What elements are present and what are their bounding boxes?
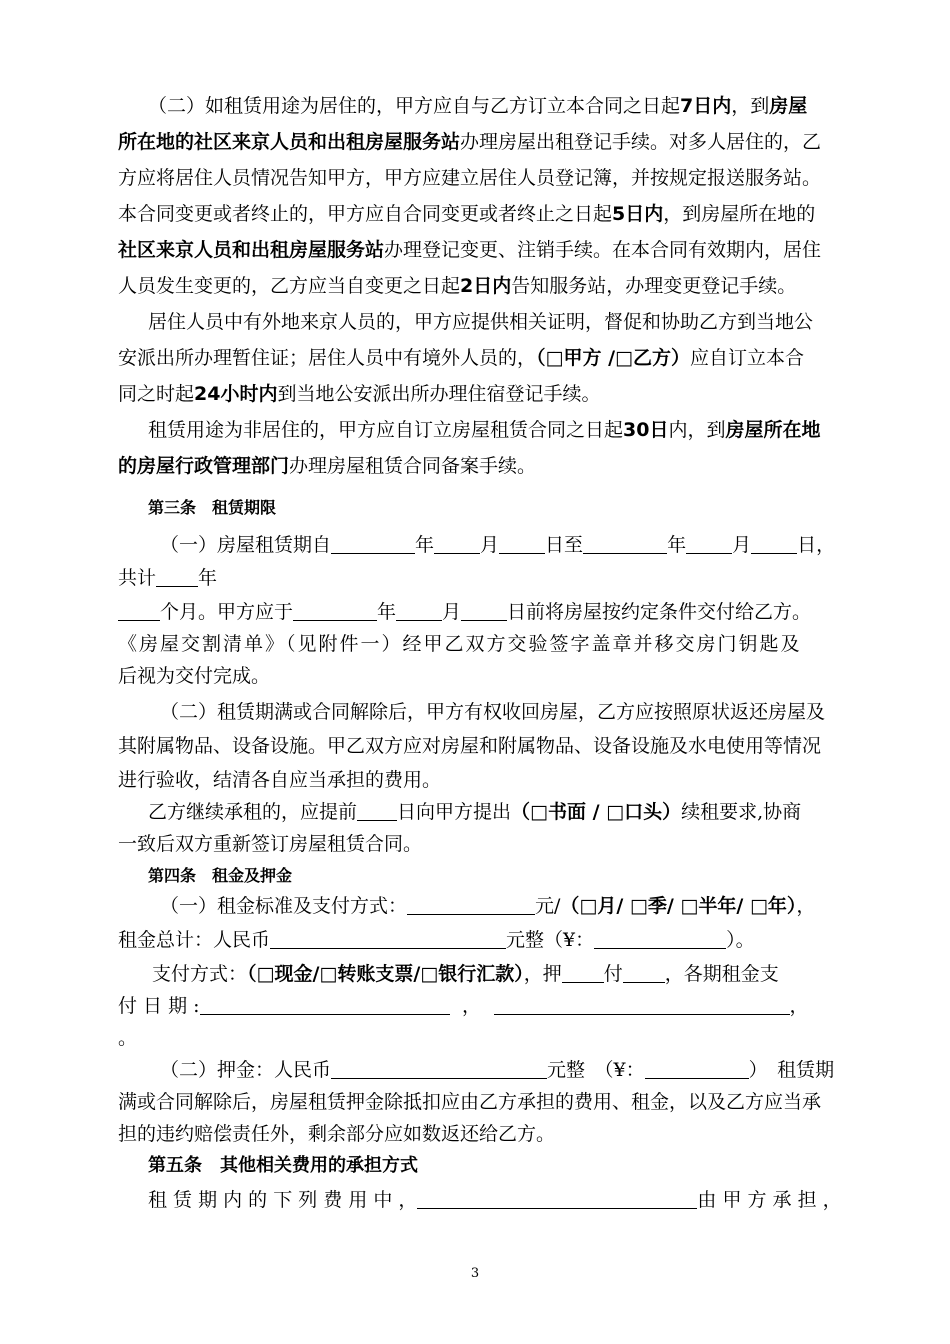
text: 应自订立本合 [689,347,804,369]
lease-term-line-7 [118,732,832,760]
emphasis: 2日内 [460,275,512,297]
para-residential-registration-line-3 [118,164,832,192]
deposit-line-3 [118,1120,832,1148]
text: 租金总计：人民币 [118,929,271,951]
text: ， [789,995,809,1017]
party-checkbox-choice: （□甲方 /□乙方） [536,347,690,369]
text: 元/ [535,895,561,917]
text: 人员发生变更的，乙方应当自变更之日起 [118,275,461,297]
lease-start-month-blank[interactable] [434,533,480,554]
para-non-residential-line-2 [118,452,832,480]
rent-standard-blank[interactable] [407,894,535,915]
para-non-residential-line-1 [148,416,862,444]
emphasis: 所在地的社区来京人员和出租房屋服务站 [118,131,461,153]
text: 日， [797,534,836,556]
deposit-rmb-blank[interactable] [331,1058,547,1079]
text: 到当地公安派出所办理住宿登记手续。 [277,383,601,405]
text: （二）如租赁用途为居住的，甲方应自与乙方订立本合同之日起 [148,95,681,117]
text: 个月。甲方应于 [160,601,294,623]
lease-total-months-blank[interactable] [118,600,160,621]
text: 年 [377,601,397,623]
para-residency-permit-line-3 [118,380,832,408]
payment-date-blank-1[interactable] [200,994,450,1015]
text: 共计 [118,567,157,589]
lease-term-line-10 [118,830,832,858]
para-residential-registration-line-2 [118,128,832,156]
text: 内，到 [668,419,726,441]
deposit-line-1 [160,1056,874,1084]
emphasis: 30日 [623,419,669,441]
deposit-yen-blank[interactable] [645,1058,749,1079]
text: 安派出所办理暂住证；居住人员中有境外人员的， [118,347,537,369]
lease-term-line-6 [160,698,874,726]
text: 。 [118,1027,138,1049]
lease-end-day-blank[interactable] [751,533,797,554]
text: 本合同变更或者终止的，甲方应自合同变更或者终止之日起 [118,203,613,225]
text: 付 [603,963,623,985]
text: 月 [480,534,500,556]
lease-start-year-blank[interactable] [331,533,415,554]
lease-term-line-8 [118,766,832,794]
lease-term-line-9 [148,798,862,826]
text: 居住人员中有外地来京人员的，甲方应提供相关证明，督促和协助乙方到当地公 [148,311,814,333]
emphasis: 5日内 [612,203,664,225]
landlord-fees-blank[interactable] [417,1188,697,1209]
text: 同之时起 [118,383,195,405]
text: 由 甲 方 承 担 ， [697,1189,842,1211]
rent-total-rmb-blank[interactable] [270,928,506,949]
text: 日向甲方提出 [397,801,512,823]
delivery-month-blank[interactable] [396,600,442,621]
para-residency-permit-line-2 [118,344,832,372]
text: ） 租赁期 [748,1059,835,1081]
emphasis: 24小时内 [194,383,278,405]
text: 续租要求,协商 [681,801,802,823]
lease-term-line-5 [118,662,832,690]
para-residential-registration-line-1 [148,92,862,120]
text: 日至 [545,534,584,556]
text: 支付方式： [152,963,248,985]
text: ，押 [523,963,562,985]
text: 其附属物品、设备设施。甲乙双方应对房屋和附属物品、设备设施及水电使用等情况 [118,735,822,757]
text: 进行验收，结清各自应当承担的费用。 [118,769,442,791]
renewal-form-checkbox-choice: （□书面 / □口头） [511,801,682,823]
rent-line-4 [118,992,832,1020]
text: 元整 （¥： [547,1059,645,1081]
text: 方应将居住人员情况告知甲方，甲方应建立居住人员登记簿，并按规定报送服务站。 [118,167,822,189]
text: 满或合同解除后，房屋租赁押金除抵扣应由乙方承担的费用、租金，以及乙方应当承 [118,1091,822,1113]
text: 告知服务站，办理变更登记手续。 [511,275,797,297]
text: ，各期租金支 [664,963,779,985]
emphasis: 房屋所在地 [725,419,821,441]
rent-line-5 [118,1024,832,1052]
lease-start-day-blank[interactable] [499,533,545,554]
text: 元整（¥： [506,929,595,951]
text: 付 日 期 : [118,995,200,1017]
para-residential-registration-line-6 [118,272,832,300]
lease-term-line-1 [160,531,874,559]
text: 年 [415,534,435,556]
text: 年 [667,534,687,556]
text: 乙方继续承租的，应提前 [148,801,358,823]
payment-months-blank[interactable] [623,962,665,983]
other-fees-line-1 [148,1186,862,1214]
emphasis: 7日内 [680,95,732,117]
text: 年 [198,567,218,589]
deposit-months-blank[interactable] [562,962,604,983]
emphasis: 的房屋行政管理部门 [118,455,290,477]
text: ，到 [731,95,770,117]
text: 月 [442,601,462,623]
text: （二）押金：人民币 [160,1059,332,1081]
text: ， [462,995,482,1017]
text: ， [796,895,816,917]
article-3-heading: 第三条 租赁期限 [148,498,277,517]
text: 月 [732,534,752,556]
rent-total-yen-blank[interactable] [594,928,726,949]
text: ）。 [726,929,755,951]
text: 办理登记变更、注销手续。在本合同有效期内，居住 [384,239,822,261]
payment-method-checkbox-choice: （□现金/□转账支票/□银行汇款） [247,963,524,985]
page-number: 3 [470,1266,480,1281]
emphasis: 房屋 [769,95,808,117]
text: （一）房屋租赁期自 [160,534,332,556]
article-5-heading: 第五条 其他相关费用的承担方式 [148,1155,418,1176]
text: ，到房屋所在地的 [663,203,816,225]
renewal-notice-days-blank[interactable] [357,800,397,821]
text: （一）租金标准及支付方式： [160,895,408,917]
text: 担的违约赔偿责任外，剩余部分应如数返还给乙方。 [118,1123,556,1145]
text: 日前将房屋按约定条件交付给乙方。 [507,601,812,623]
deposit-line-2 [118,1088,832,1116]
para-residency-permit-line-1 [148,308,862,336]
para-residential-registration-line-4 [118,200,832,228]
text: 《房屋交割清单》（见附件一）经甲乙双方交验签字盖章并移交房门钥匙及 [118,633,802,655]
rent-line-2 [118,926,832,954]
lease-term-line-2 [118,564,832,592]
lease-total-years-blank[interactable] [156,566,198,587]
delivery-day-blank[interactable] [461,600,507,621]
rent-line-3 [152,960,866,988]
lease-term-line-4 [118,630,832,658]
article-4-heading: 第四条 租金及押金 [148,866,293,885]
text: 办理房屋租赁合同备案手续。 [289,455,537,477]
para-residential-registration-line-5 [118,236,832,264]
rent-line-1 [160,892,874,920]
delivery-year-blank[interactable] [293,600,377,621]
lease-term-line-3 [118,598,832,626]
text: 租赁用途为非居住的，甲方应自订立房屋租赁合同之日起 [148,419,624,441]
emphasis: 社区来京人员和出租房屋服务站 [118,239,385,261]
text: 后视为交付完成。 [118,665,271,687]
text: （二）租赁期满或合同解除后，甲方有权收回房屋，乙方应按照原状返还房屋及 [160,701,826,723]
lease-end-year-blank[interactable] [583,533,667,554]
text: 办理房屋出租登记手续。对多人居住的，乙 [460,131,822,153]
lease-end-month-blank[interactable] [686,533,732,554]
text: 租 赁 期 内 的 下 列 费 用 中 ， [148,1189,418,1211]
rent-period-checkbox-choice: （□月/ □季/ □半年/ □年） [560,895,797,917]
text: 一致后双方重新签订房屋租赁合同。 [118,833,423,855]
payment-date-blank-2[interactable] [494,994,790,1015]
